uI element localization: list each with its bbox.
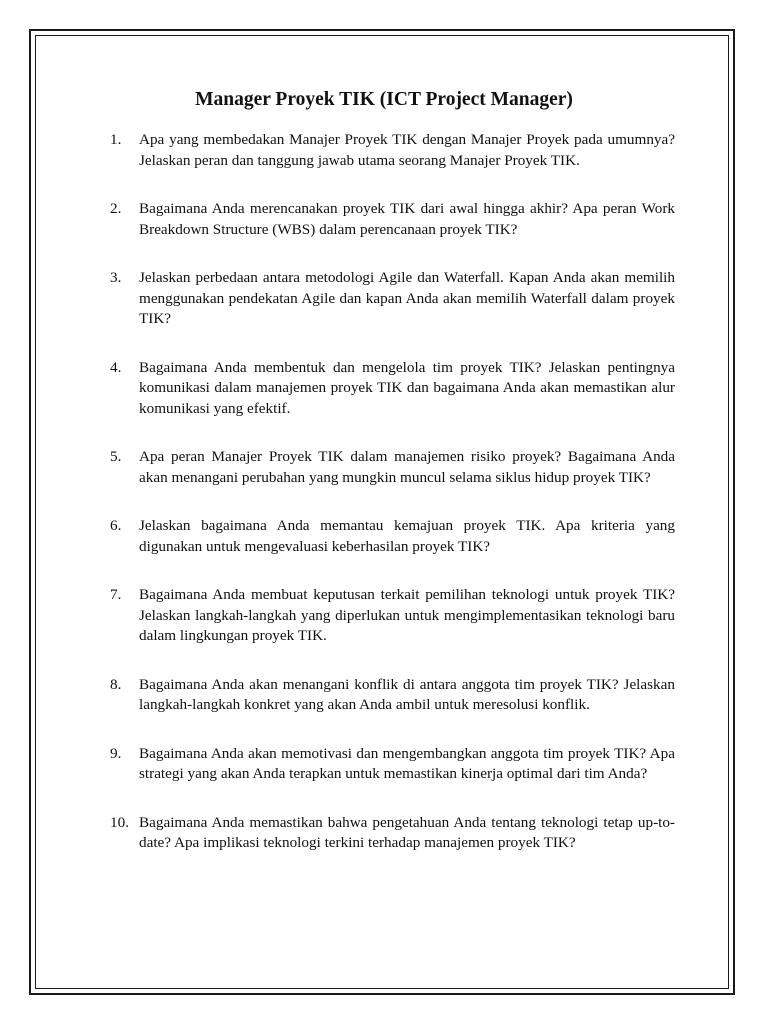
question-text: Apa yang membedakan Manajer Proyek TIK dengan Manajer Proyek pada umumnya? Jelaskan peran dan tanggung jawab utama seorang Manajer Proyek TIK. [139, 131, 675, 169]
document-title: Manager Proyek TIK (ICT Project Manager) [195, 89, 573, 110]
question-number: 9. [110, 744, 122, 762]
question-item [110, 358, 675, 420]
question-text: Jelaskan bagaimana Anda memantau kemajuan proyek TIK. Apa kriteria yang digunakan untuk mengevaluasi keberhasilan proyek TIK? [139, 517, 675, 555]
question-item [110, 813, 675, 854]
question-item [110, 675, 675, 716]
question-text: Bagaimana Anda memastikan bahwa pengetahuan Anda tentang teknologi tetap up-to-date? Apa implikasi teknologi terkini terhadap manajemen proyek TIK? [139, 813, 675, 851]
question-item [110, 516, 675, 557]
question-text: Bagaimana Anda akan memotivasi dan mengembangkan anggota tim proyek TIK? Apa strategi yang akan Anda terapkan untuk memastikan kinerja optimal dari tim Anda? [139, 744, 675, 782]
question-number: 8. [110, 675, 122, 693]
question-number: 5. [110, 448, 122, 465]
question-list [110, 130, 675, 854]
question-text: Apa peran Manajer Proyek TIK dalam manajemen risiko proyek? Bagaimana Anda akan menangani perubahan yang mungkin muncul selama siklus hidup proyek TIK? [139, 448, 675, 486]
question-text: Bagaimana Anda membentuk dan mengelola tim proyek TIK? Jelaskan pentingnya komunikasi dalam manajemen proyek TIK dan bagaimana Anda akan memastikan alur komunikasi yang efektif. [139, 358, 675, 417]
question-text: Bagaimana Anda membuat keputusan terkait pemilihan teknologi untuk proyek TIK? Jelaskan langkah-langkah yang diperlukan untuk mengimplementasikan teknologi baru dalam lingkungan proyek TIK. [139, 586, 675, 644]
question-number: 7. [110, 586, 122, 603]
question-number: 10. [110, 813, 129, 831]
question-item [110, 130, 675, 171]
question-number: 3. [110, 269, 122, 286]
question-item [110, 199, 675, 240]
question-number: 1. [110, 131, 122, 148]
question-item [110, 447, 675, 488]
question-item [110, 268, 675, 330]
question-text: Jelaskan perbedaan antara metodologi Agile dan Waterfall. Kapan Anda akan memilih menggunakan pendekatan Agile dan kapan Anda akan memilih Waterfall dalam proyek TIK? [139, 269, 675, 327]
question-number: 6. [110, 517, 122, 534]
question-text: Bagaimana Anda akan menangani konflik di antara anggota tim proyek TIK? Jelaskan langkah-langkah konkret yang akan Anda ambil untuk meresolusi konflik. [139, 675, 675, 713]
question-number: 2. [110, 200, 122, 217]
question-item [110, 744, 675, 785]
question-text: Bagaimana Anda merencanakan proyek TIK dari awal hingga akhir? Apa peran Work Breakdown Structure (WBS) dalam perencanaan proyek TIK? [139, 200, 675, 238]
question-item [110, 585, 675, 647]
question-number: 4. [110, 358, 122, 376]
